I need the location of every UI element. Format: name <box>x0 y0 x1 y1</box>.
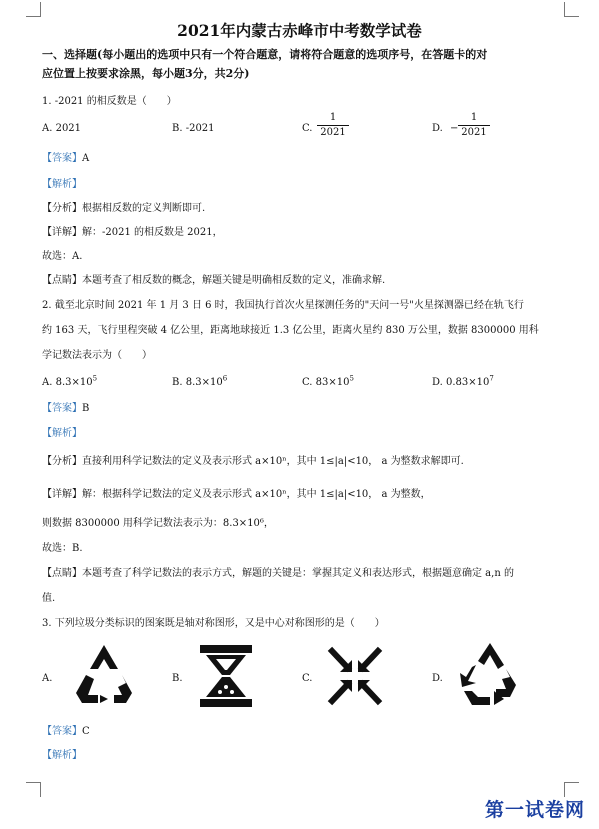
fenxi-tag: 【分析】 <box>42 203 82 214</box>
q2-stem-line1: 2. 截至北京时间 2021 年 1 月 3 日 6 时，我国执行首次火星探测任务的"天问一号"火星探测器已经在轨飞行 <box>42 300 524 311</box>
q2-answer <box>42 403 89 415</box>
dianjing-tag: 【点睛】 <box>42 275 82 286</box>
q2-stem-line2: 约 163 天，飞行里程突破 4 亿公里，距离地球接近 1.3 亿公里，距离火星约 830 万公里，数据 8300000 用科 <box>42 325 539 336</box>
fenxi-text: 直接利用科学记数法的定义及表示形式 a×10ⁿ，其中 1≤|a|<10， a 为整数求解即可. <box>82 456 464 467</box>
page-title: 2021年内蒙古赤峰市中考数学试卷 <box>177 21 422 40</box>
recycle-triangle-icon-a <box>74 643 134 707</box>
q2-option-d <box>432 374 494 389</box>
dianjing-text: 本题考查了相反数的概念，解题关键是明确相反数的定义，准确求解. <box>82 275 386 286</box>
four-arrows-icon-c <box>326 645 384 707</box>
corner-mark-bottom-left <box>26 782 41 797</box>
fenxi-tag: 【分析】 <box>42 456 82 467</box>
q1-option-b: B. -2021 <box>172 123 215 134</box>
q2-analysis-tag: 【解析】 <box>42 428 82 439</box>
xiangjie-text: 解：-2021 的相反数是 2021， <box>82 227 223 238</box>
answer-value: C <box>82 726 90 737</box>
q2-result <box>42 518 274 530</box>
q2-xiangjie <box>42 489 431 501</box>
q1-option-c-label: C. <box>302 123 313 134</box>
option-exponent: 6 <box>222 374 228 383</box>
dianjing-tag: 【点睛】 <box>42 568 82 579</box>
option-text: B. 8.3×10 <box>172 377 223 388</box>
fenxi-text: 根据相反数的定义判断即可. <box>82 203 206 214</box>
q3-option-b-label: B. <box>172 673 183 684</box>
recycle-arrows-icon-d <box>458 641 522 707</box>
q1-fenxi <box>42 203 205 215</box>
q2-dianjing <box>42 568 514 580</box>
hourglass-icon-b <box>198 643 254 709</box>
watermark-brand: 第一试卷网 <box>485 799 586 821</box>
q2-option-b <box>172 374 228 389</box>
option-text: A. 8.3×10 <box>42 377 93 388</box>
option-text: C. 83×10 <box>302 377 350 388</box>
q2-option-c <box>302 374 354 389</box>
fraction-denominator: 2021 <box>461 127 487 138</box>
q1-guxuan: 故选：A. <box>42 251 83 262</box>
xiangjie-tag: 【详解】 <box>42 227 82 238</box>
q1-option-c-fraction <box>317 112 349 139</box>
xiangjie-text: 解：根据科学记数法的定义及表示形式 a×10ⁿ，其中 1≤|a|<10， a 为整数， <box>82 489 431 500</box>
dianjing-text: 本题考查了科学记数法的表示方式，解题的关键是：掌握其定义和表达形式，根据题意确定 a,n 的 <box>82 568 514 579</box>
q3-analysis-tag: 【解析】 <box>42 750 82 761</box>
corner-mark-top-left <box>26 2 41 17</box>
q3-option-d-label: D. <box>432 673 443 684</box>
answer-tag: 【答案】 <box>42 726 82 737</box>
q2-stem-line3: 学记数法表示为（ ） <box>42 350 152 361</box>
corner-mark-top-right <box>564 2 579 17</box>
option-exponent: 5 <box>349 374 354 383</box>
q1-option-a: A. 2021 <box>42 123 82 134</box>
answer-tag: 【答案】 <box>42 153 82 164</box>
q1-xiangjie <box>42 227 223 239</box>
section-heading-line1: 一、选择题(每小题出的选项中只有一个符合题意，请将符合题意的选项序号，在答题卡的对 <box>42 48 488 61</box>
option-exponent: 7 <box>489 374 494 383</box>
result-value: 8.3×10⁶ <box>222 518 264 529</box>
answer-tag: 【答案】 <box>42 403 82 414</box>
q3-answer <box>42 726 90 738</box>
option-text: D. 0.83×10 <box>432 377 490 388</box>
q1-answer <box>42 153 89 165</box>
q1-option-d-label: D. <box>432 123 443 134</box>
answer-value: B <box>82 403 90 414</box>
fraction-numerator: 1 <box>329 112 337 123</box>
q1-option-d-fraction <box>458 112 490 139</box>
fraction-bar <box>458 125 490 126</box>
fraction-bar <box>317 125 349 126</box>
q3-stem: 3. 下列垃圾分类标识的图案既是轴对称图形，又是中心对称图形的是（ ） <box>42 618 385 629</box>
answer-value: A <box>82 153 90 164</box>
q3-option-c-label: C. <box>302 673 313 684</box>
q3-option-a-label: A. <box>42 673 53 684</box>
q2-dianjing-continued: 值. <box>42 593 56 604</box>
q1-dianjing <box>42 275 385 287</box>
q1-analysis-tag: 【解析】 <box>42 179 82 190</box>
q2-fenxi <box>42 456 464 468</box>
q2-option-a <box>42 374 98 389</box>
fraction-numerator: 1 <box>470 112 478 123</box>
q2-guxuan: 故选：B. <box>42 543 83 554</box>
result-end: ， <box>263 518 274 529</box>
section-heading-line2: 应位置上按要求涂黑，每小题3分，共2分) <box>42 67 250 80</box>
fraction-denominator: 2021 <box>320 127 346 138</box>
q1-option-d-sign: − <box>450 123 459 134</box>
result-text: 则数据 8300000 用科学记数法表示为： <box>42 518 223 529</box>
xiangjie-tag: 【详解】 <box>42 489 82 500</box>
q1-stem: 1. -2021 的相反数是（ ） <box>42 96 177 107</box>
option-exponent: 5 <box>92 374 98 383</box>
